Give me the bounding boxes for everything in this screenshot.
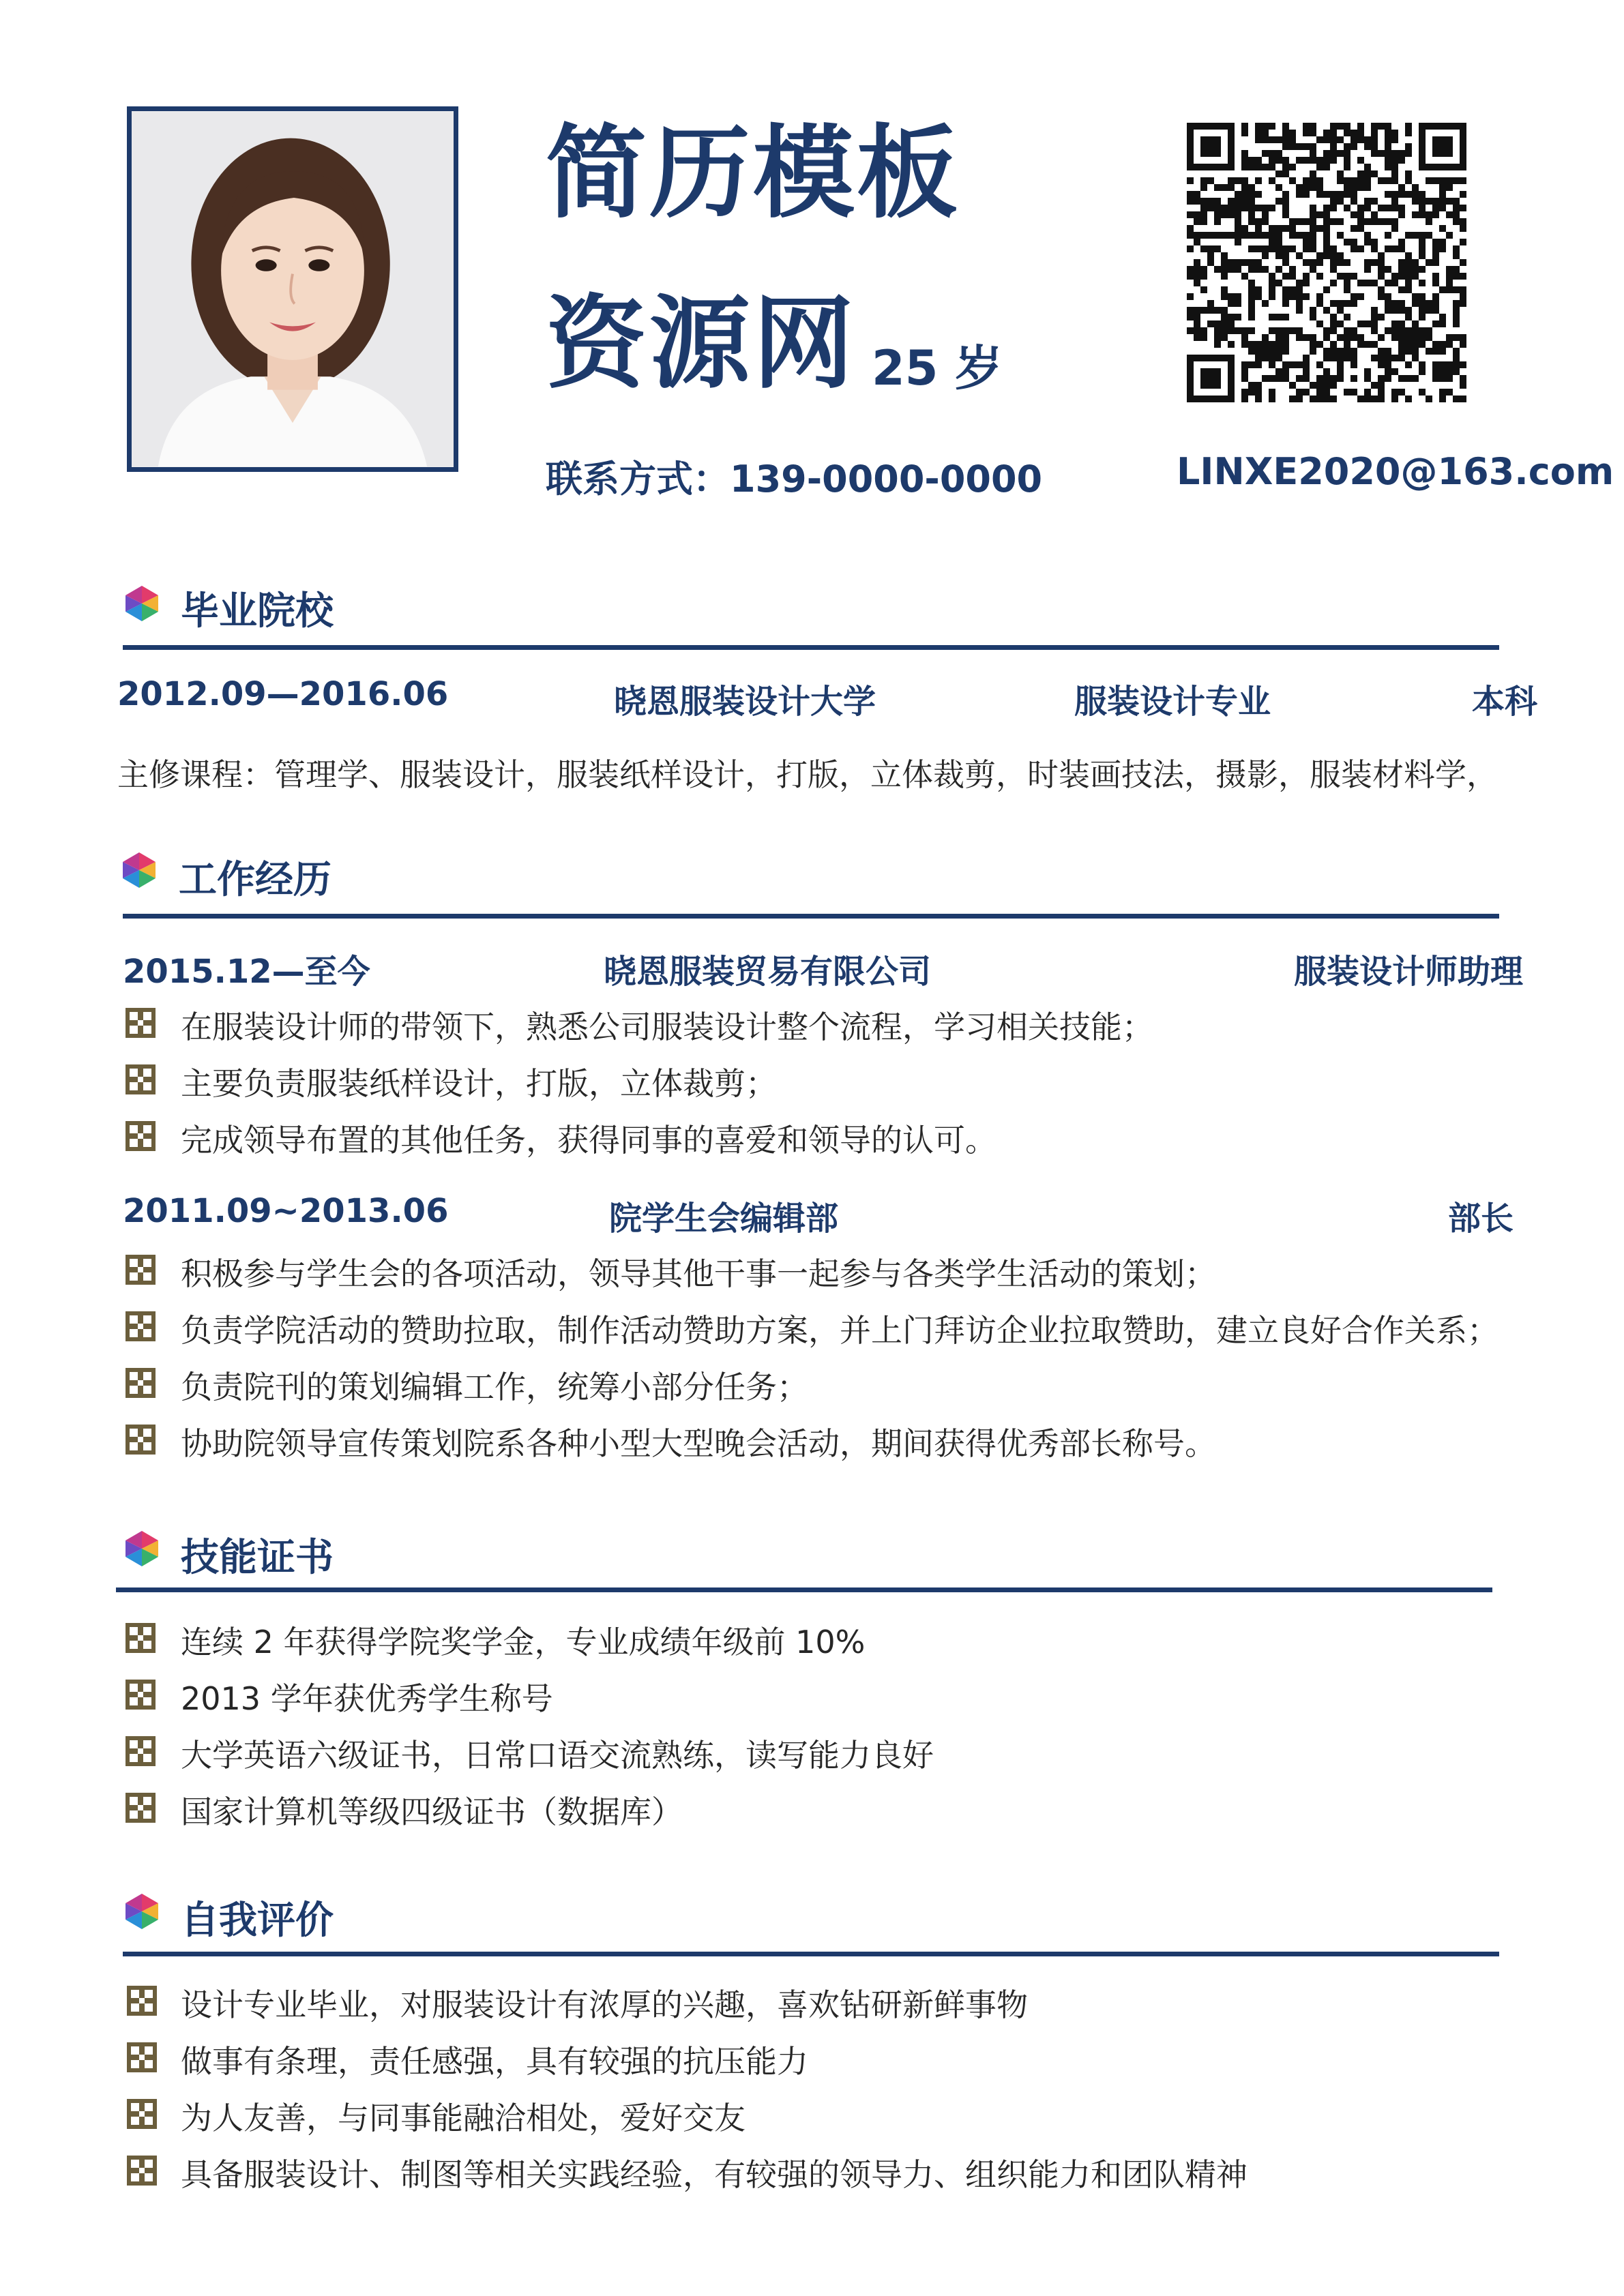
square-bullet-icon: [126, 1793, 156, 1823]
section-title-work: 工作经历: [179, 858, 331, 902]
job-role: 部长: [1448, 1199, 1514, 1238]
square-bullet-icon: [126, 1680, 156, 1710]
square-bullet-icon: [127, 2042, 157, 2072]
square-bullet-icon: [126, 1311, 156, 1341]
square-bullet-icon: [126, 1623, 156, 1653]
job-org: 晓恩服装贸易有限公司: [604, 953, 932, 991]
list-item: 做事有条理，责任感强，具有较强的抗压能力: [181, 2043, 808, 2080]
square-bullet-icon: [127, 1986, 157, 2016]
section-divider: [116, 1587, 1492, 1592]
square-bullet-icon: [126, 1255, 156, 1285]
list-item: 大学英语六级证书，日常口语交流熟练，读写能力良好: [181, 1737, 934, 1774]
square-bullet-icon: [126, 1736, 156, 1766]
list-item: 为人友善，与同事能融洽相处，爱好交友: [181, 2100, 745, 2136]
list-item: 具备服装设计、制图等相关实践经验，有较强的领导力、组织能力和团队精神: [181, 2156, 1247, 2193]
list-item: 负责院刊的策划编辑工作，统筹小部分任务；: [181, 1369, 808, 1405]
list-item: 主要负责服装纸样设计，打版，立体裁剪；: [181, 1065, 777, 1102]
section-divider: [123, 645, 1499, 650]
diamond-gem-icon: [120, 851, 158, 889]
square-bullet-icon: [126, 1425, 156, 1455]
edu-degree: 本科: [1472, 683, 1538, 721]
diamond-gem-icon: [123, 1892, 161, 1930]
section-title-skills: 技能证书: [181, 1536, 334, 1580]
edu-major: 服装设计专业: [1074, 683, 1271, 721]
section-title-self-eval: 自我评价: [181, 1898, 334, 1943]
edu-courses: 主修课程：管理学、服装设计，服装纸样设计，打版，立体裁剪，时装画技法，摄影，服装材料学，: [117, 756, 1498, 793]
square-bullet-icon: [127, 2099, 157, 2129]
job-role: 服装设计师助理: [1294, 953, 1524, 991]
portrait-photo: [132, 111, 454, 467]
list-item: 负责学院活动的赞助拉取，制作活动赞助方案，并上门拜访企业拉取赞助，建立良好合作关系；: [181, 1312, 1498, 1349]
contact-email[interactable]: LINXE2020@163.com: [1177, 450, 1614, 493]
square-bullet-icon: [126, 1121, 156, 1151]
contact-phone: 联系方式：139-0000-0000: [546, 458, 1043, 501]
square-bullet-icon: [126, 1064, 156, 1094]
edu-period: 2012.09—2016.06: [117, 675, 449, 713]
list-item: 国家计算机等级四级证书（数据库）: [181, 1793, 683, 1830]
diamond-gem-icon: [123, 1530, 161, 1568]
list-item: 积极参与学生会的各项活动，领导其他干事一起参与各类学生活动的策划；: [181, 1255, 1216, 1292]
list-item: 完成领导布置的其他任务，获得同事的喜爱和领导的认可。: [181, 1122, 996, 1159]
section-divider: [123, 914, 1499, 919]
section-divider: [123, 1952, 1499, 1956]
list-item: 2013 学年获优秀学生称号: [181, 1680, 553, 1717]
diamond-gem-icon: [123, 584, 161, 623]
list-item: 在服装设计师的带领下，熟悉公司服装设计整个流程，学习相关技能；: [181, 1009, 1153, 1045]
square-bullet-icon: [126, 1368, 156, 1398]
edu-school: 晓恩服装设计大学: [614, 683, 876, 721]
qr-code-icon: [1187, 123, 1466, 402]
section-title-education: 毕业院校: [181, 589, 334, 633]
title-line-2: 资源网: [546, 285, 857, 402]
age-label: 25 岁: [872, 340, 1003, 396]
job-org: 院学生会编辑部: [609, 1199, 839, 1238]
square-bullet-icon: [127, 2156, 157, 2186]
job-period: 2015.12—至今: [123, 953, 370, 991]
job-period: 2011.09~2013.06: [123, 1192, 449, 1230]
list-item: 连续 2 年获得学院奖学金，专业成绩年级前 10%: [181, 1624, 866, 1660]
list-item: 设计专业毕业，对服装设计有浓厚的兴趣，喜欢钻研新鲜事物: [181, 1986, 1028, 2023]
title-line-1: 简历模板: [546, 115, 960, 232]
list-item: 协助院领导宣传策划院系各种小型大型晚会活动，期间获得优秀部长称号。: [181, 1425, 1216, 1462]
profile-photo: [127, 106, 458, 472]
square-bullet-icon: [126, 1008, 156, 1038]
